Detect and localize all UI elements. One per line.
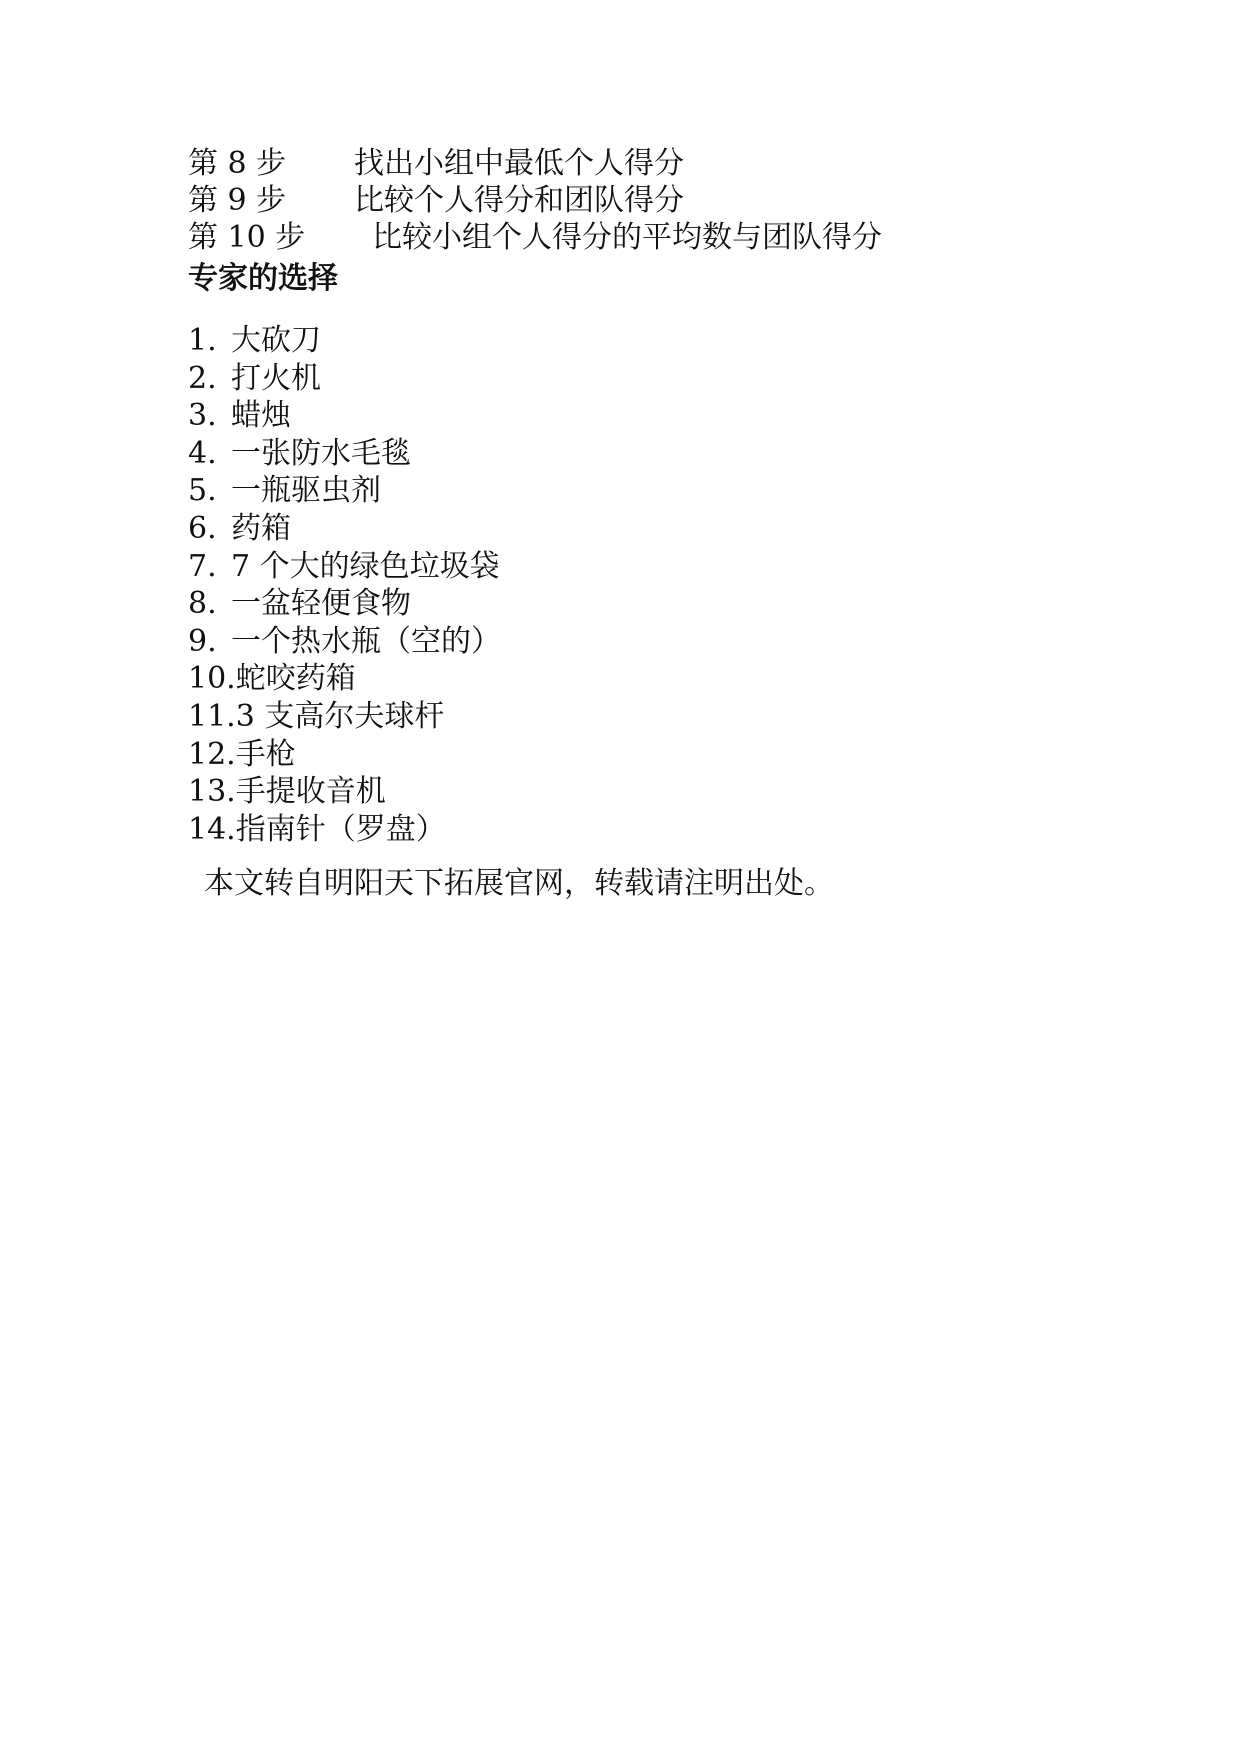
list-item (188, 623, 1088, 661)
item-text: 蜡烛 (231, 398, 291, 434)
item-text: 指南针（罗盘） (235, 811, 446, 847)
item-text: 药箱 (231, 510, 291, 546)
list-item (188, 510, 1088, 548)
step-text: 比较个人得分和团队得分 (354, 183, 684, 218)
section-heading: 专家的选择 (188, 261, 338, 296)
item-number: 4. (188, 435, 217, 471)
step-list (188, 145, 1088, 256)
list-item (188, 660, 1088, 698)
item-number: 12. (188, 736, 236, 772)
step-text: 找出小组中最低个人得分 (354, 146, 684, 181)
item-text: 蛇咬药箱 (235, 661, 356, 697)
item-text: 大砍刀 (231, 323, 321, 358)
list-item (188, 548, 1088, 586)
list-item (188, 360, 1088, 398)
source-note: 本文转自明阳天下拓展官网，转载请注明出处。 (204, 866, 834, 901)
item-number: 11. (188, 698, 236, 734)
step-label: 第 10 步 (188, 220, 306, 255)
item-text: 3 支高尔夫球杆 (235, 698, 445, 734)
list-item (188, 397, 1088, 435)
item-number: 8. (188, 586, 217, 622)
list-item (188, 698, 1088, 736)
item-number: 5. (188, 473, 217, 509)
item-number: 9. (188, 623, 217, 659)
list-item (188, 736, 1088, 774)
list-item (188, 811, 1088, 849)
item-text: 一瓶驱虫剂 (231, 473, 381, 509)
item-text: 手提收音机 (235, 774, 386, 810)
item-number: 2. (188, 360, 217, 396)
step-row (188, 145, 1088, 182)
item-number: 14. (188, 811, 236, 847)
list-item (188, 322, 1088, 360)
item-text: 打火机 (231, 360, 321, 396)
item-number: 10. (188, 661, 236, 697)
list-item (188, 773, 1088, 811)
step-row (188, 219, 1088, 256)
step-row (188, 182, 1088, 219)
item-text: 一张防水毛毯 (231, 435, 411, 471)
list-item (188, 585, 1088, 623)
list-item (188, 472, 1088, 510)
item-number: 7. (188, 548, 217, 584)
item-number: 6. (188, 510, 217, 546)
step-text: 比较小组个人得分的平均数与团队得分 (372, 220, 882, 255)
expert-choice-list (188, 322, 1088, 848)
item-number: 1. (188, 323, 217, 358)
step-label: 第 9 步 (188, 183, 287, 218)
list-item (188, 435, 1088, 473)
item-text: 一盆轻便食物 (231, 586, 411, 622)
item-number: 13. (188, 774, 236, 810)
item-number: 3. (188, 398, 217, 434)
item-text: 手枪 (235, 736, 296, 772)
item-text: 7 个大的绿色垃圾袋 (231, 548, 500, 584)
item-text: 一个热水瓶（空的） (231, 623, 501, 659)
step-label: 第 8 步 (188, 146, 287, 181)
